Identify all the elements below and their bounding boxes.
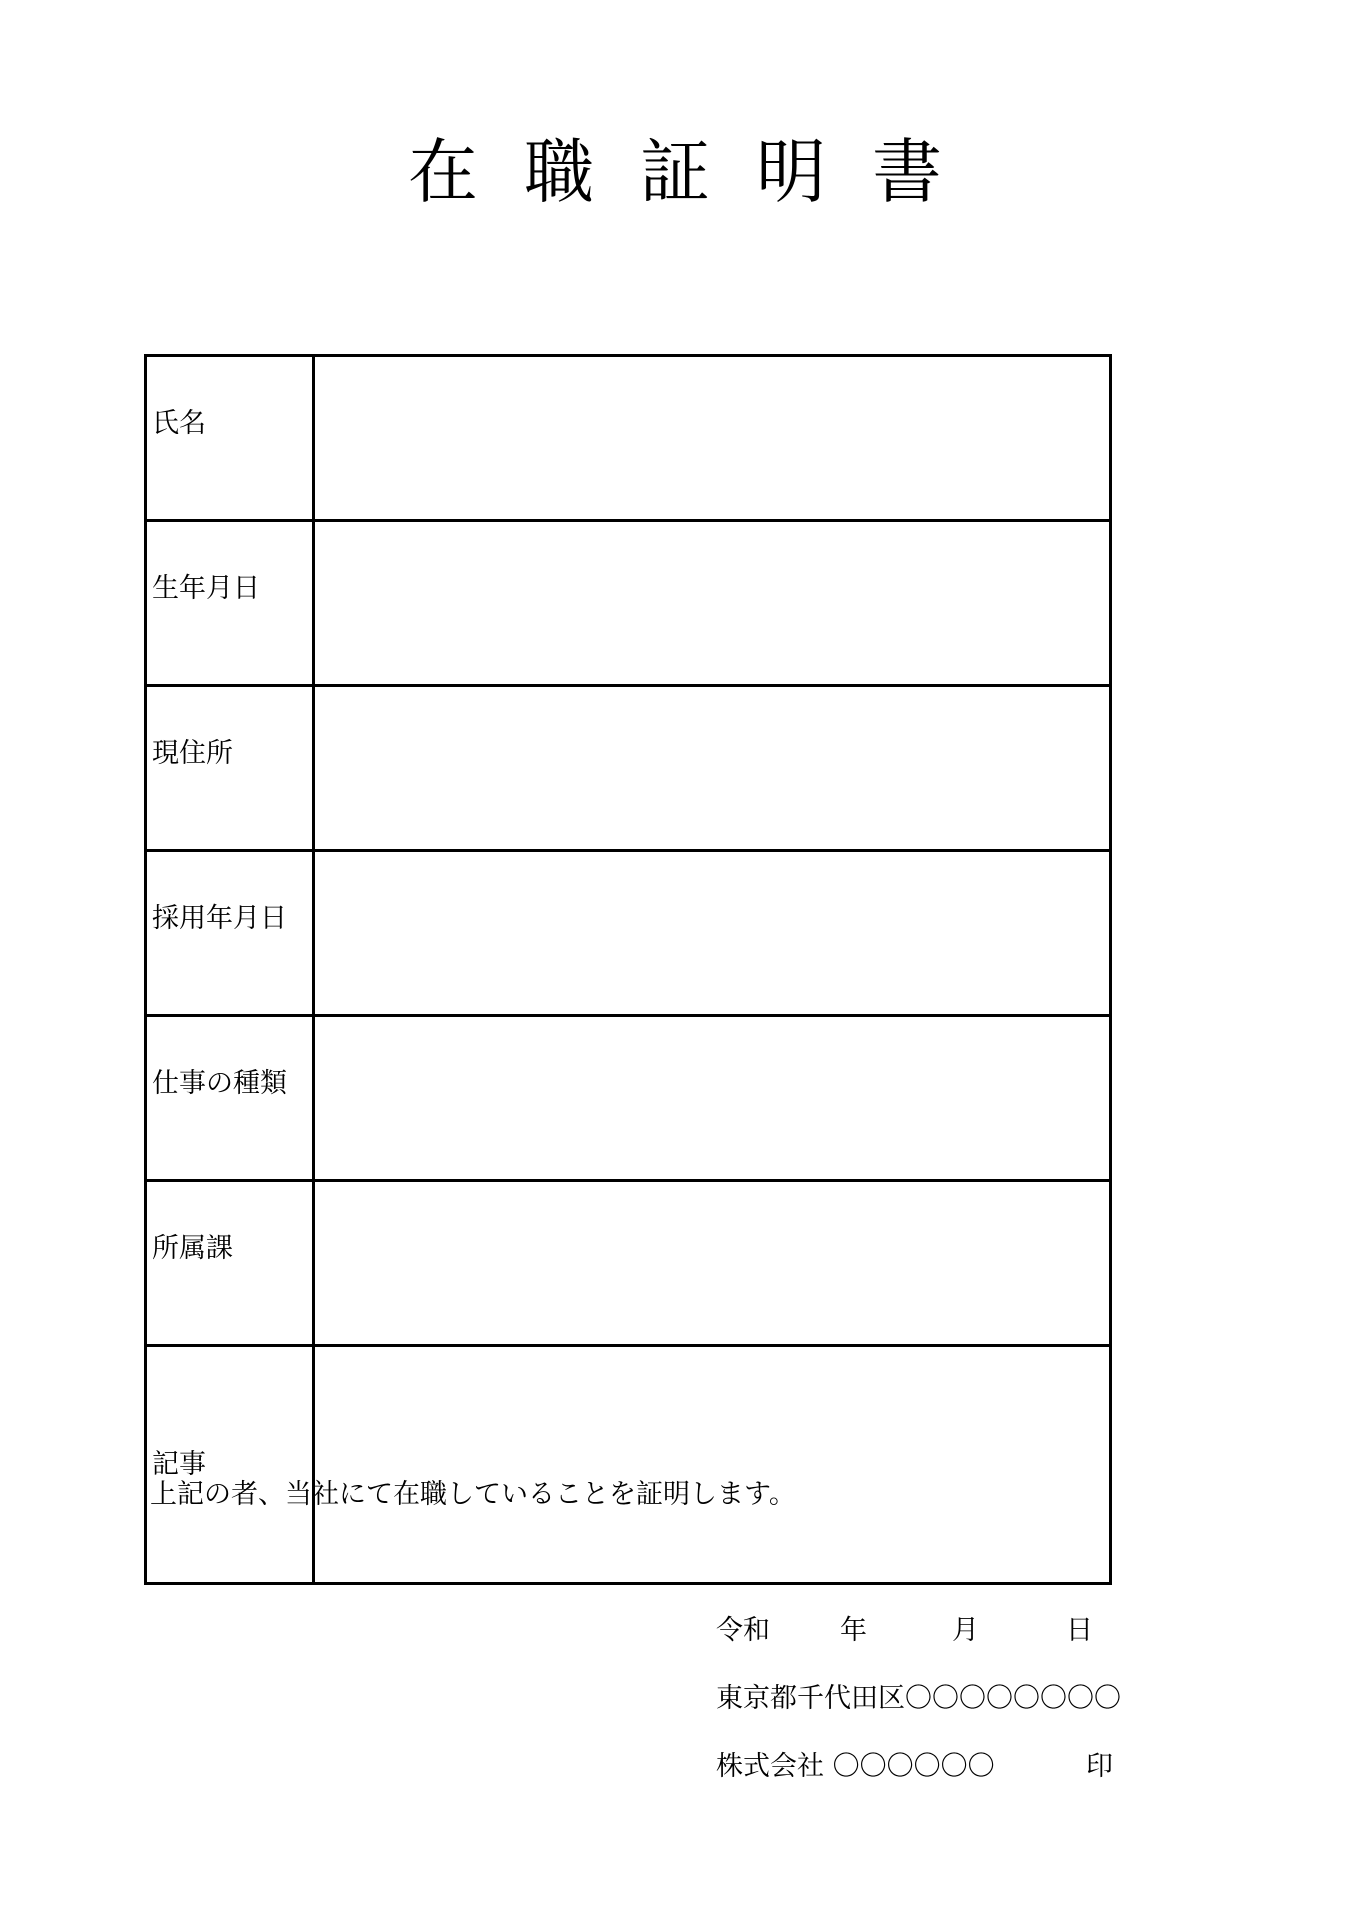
date-month-label: 月 <box>952 1615 979 1646</box>
date-day-label: 日 <box>1066 1615 1093 1646</box>
field-label-address: 現住所 <box>146 686 314 851</box>
form-row-remarks <box>146 1346 1111 1584</box>
form-row-department <box>146 1181 1111 1346</box>
form-row-address <box>146 686 1111 851</box>
form-row-birthdate <box>146 521 1111 686</box>
field-value-job-type[interactable] <box>314 1016 1111 1181</box>
field-value-birthdate[interactable] <box>314 521 1111 686</box>
form-row-job-type <box>146 1016 1111 1181</box>
date-era: 令和 <box>716 1615 770 1646</box>
company-name: 株式会社 〇〇〇〇〇〇 <box>716 1751 995 1782</box>
field-label-name: 氏名 <box>146 356 314 521</box>
date-year-label: 年 <box>840 1615 867 1646</box>
field-value-name[interactable] <box>314 356 1111 521</box>
field-label-department: 所属課 <box>146 1181 314 1346</box>
field-value-address[interactable] <box>314 686 1111 851</box>
field-value-hire-date[interactable] <box>314 851 1111 1016</box>
field-label-birthdate: 生年月日 <box>146 521 314 686</box>
field-label-job-type: 仕事の種類 <box>146 1016 314 1181</box>
field-value-remarks[interactable] <box>314 1346 1111 1584</box>
form-row-name <box>146 356 1111 521</box>
field-label-remarks: 記事 <box>146 1346 314 1584</box>
certification-statement: 上記の者、当社にて在職していることを証明します。 <box>150 1479 796 1510</box>
company-address: 東京都千代田区〇〇〇〇〇〇〇〇 <box>716 1683 1121 1714</box>
certificate-form-table <box>144 354 1112 1585</box>
field-value-department[interactable] <box>314 1181 1111 1346</box>
document-title: 在職証明書 <box>408 131 988 213</box>
seal-label: 印 <box>1086 1751 1113 1782</box>
field-label-hire-date: 採用年月日 <box>146 851 314 1016</box>
form-row-hire-date <box>146 851 1111 1016</box>
